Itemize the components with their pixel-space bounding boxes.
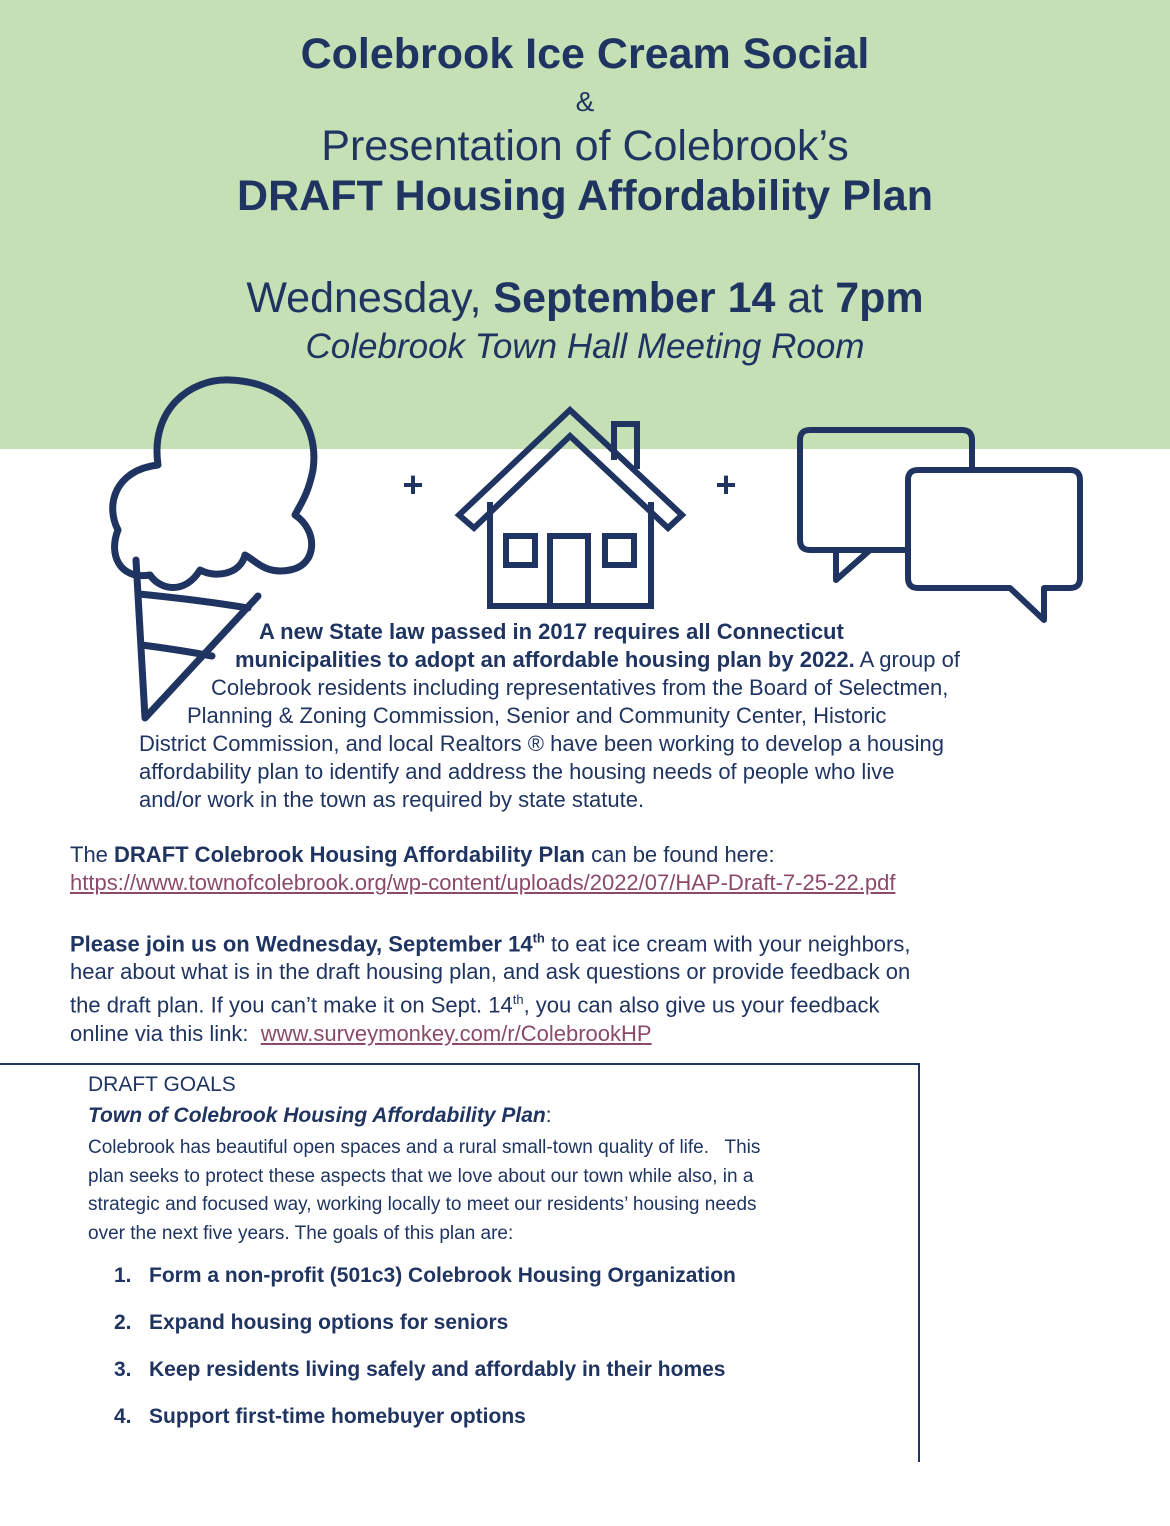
goal-number: 1. [114,1264,132,1287]
goal-label: Keep residents living safely and affordably in their homes [149,1358,726,1381]
goal-item [114,1356,736,1403]
join-line4: online via this link: [70,1020,261,1046]
intro-line6: affordability plan to identify and address the housing needs of people who live [139,759,895,784]
goal-label: Form a non-profit (501c3) Colebrook Housing Organization [149,1264,736,1287]
ampersand: & [575,86,595,117]
plus-icon-2 [715,464,736,505]
join-line3b: , you can also give us your feedback [523,992,880,1018]
plan-title: DRAFT Housing Affordability Plan [237,172,933,220]
join-bold-sup: th [532,931,545,946]
goals-list [114,1262,736,1450]
goals-subheading-colon: : [545,1104,552,1127]
intro-bold-line1: A new State law passed in 2017 requires all Connecticut [259,619,844,644]
goal-item [114,1403,736,1450]
plan-link-paragraph [70,841,1100,897]
join-bold: Please join us on Wednesday, September 14 [70,931,533,957]
event-title: Colebrook Ice Cream Social [300,30,870,78]
intro-line5: District Commission, and local Realtors ® have been working to develop a housing [139,731,944,756]
intro-bold-line2: municipalities to adopt an affordable housing plan by 2022. [235,647,855,672]
plan-link-suffix: can be found here: [585,842,775,867]
plan-link-bold: DRAFT Colebrook Housing Affordability Plan [114,842,585,867]
join-line3a: the draft plan. If you can’t make it on Sept. 14 [70,992,513,1018]
goal-number: 3. [114,1358,132,1381]
event-date [0,274,1170,323]
plus-sign-2: + [715,464,737,505]
event-date-value: September 14 [493,274,776,322]
goal-item [114,1262,736,1309]
goal-label: Expand housing options for seniors [149,1311,509,1334]
goal-number: 4. [114,1405,132,1428]
house-icon [459,410,682,606]
goals-heading: DRAFT GOALS [88,1073,236,1096]
join-line1-rest: to eat ice cream with your neighbors, [544,931,911,957]
intro-line4: Planning & Zoning Commission, Senior and Community Center, Historic [187,703,887,728]
goals-text-line1: Colebrook has beautiful open spaces and a rural small-town quality of life. This [88,1137,761,1158]
plus-sign-1: + [402,464,424,505]
join-line3-sup: th [512,992,524,1008]
goals-subheading [88,1104,552,1128]
goal-label: Support first-time homebuyer options [149,1405,526,1428]
goals-text-line2: plan seeks to protect these aspects that we love about our town while also, in a [88,1165,754,1187]
goals-text-line3: strategic and focused way, working locally to meet our residents’ housing needs [88,1194,757,1216]
event-day: Wednesday, [246,274,482,322]
plan-pdf-link[interactable]: https://www.townofcolebrook.org/wp-content/uploads/2022/07/HAP-Draft-7-25-22.pdf [70,870,896,895]
event-venue: Colebrook Town Hall Meeting Room [305,327,865,366]
intro-line2-rest: A group of [854,647,960,672]
survey-link[interactable]: www.surveymonkey.com/r/ColebrookHP [260,1020,652,1046]
goals-description [88,1134,888,1249]
join-paragraph [70,925,1100,1048]
plus-icon-1 [402,464,423,505]
event-subtitle: Presentation of Colebrook’s [321,122,849,170]
speech-bubbles-icon [800,430,1080,620]
goals-text-line4: over the next five years. The goals of this plan are: [88,1223,514,1245]
goals-subheading-text: Town of Colebrook Housing Affordability Plan [88,1104,546,1127]
intro-line3: Colebrook residents including representatives from the Board of Selectmen, [211,675,949,700]
plan-link-prefix: The [70,842,115,867]
goal-item [114,1309,736,1356]
goal-number: 2. [114,1311,132,1334]
join-line2: hear about what is in the draft housing plan, and ask questions or provide feedback on [70,959,911,985]
event-time: 7pm [835,274,924,322]
event-at: at [787,274,824,322]
intro-line7: and/or work in the town as required by state statute. [139,787,645,812]
